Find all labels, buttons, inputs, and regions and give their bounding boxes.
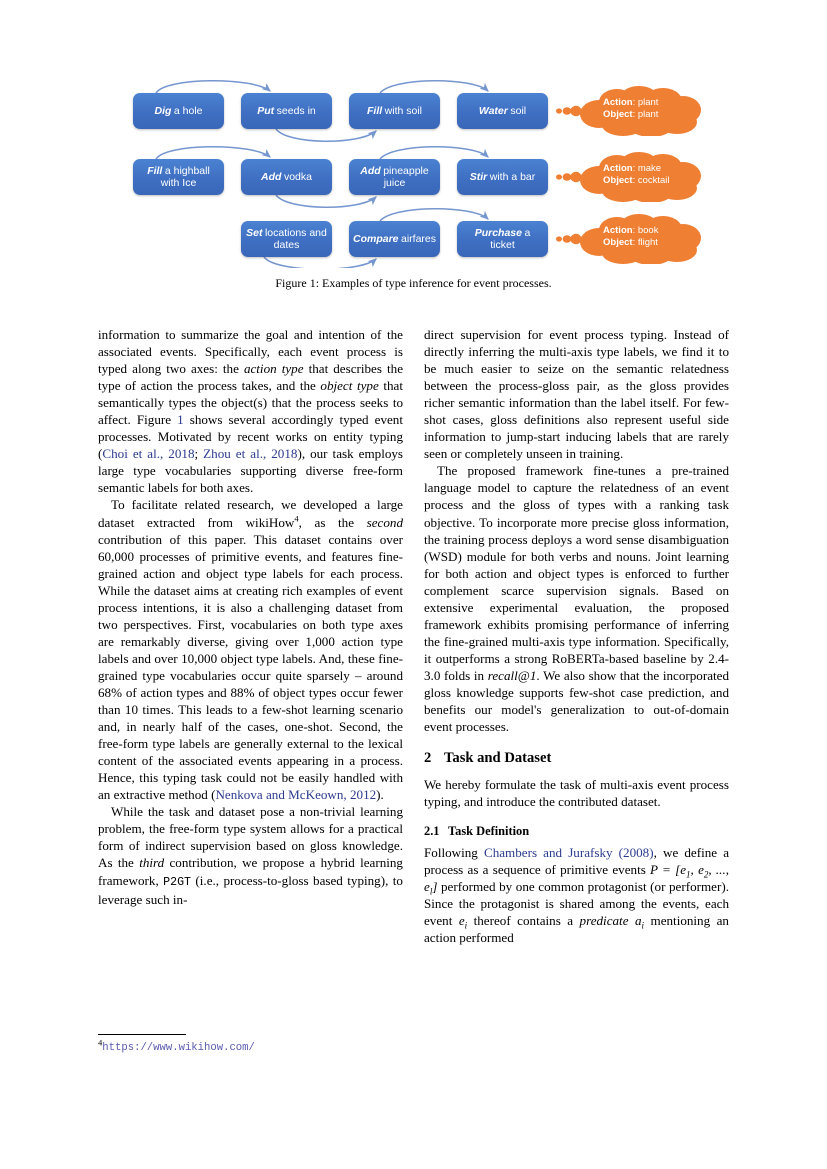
object-value: cocktail bbox=[637, 175, 670, 187]
text-run: To facilitate related research, we developed a large dataset extracted from wikiHow bbox=[98, 497, 403, 530]
event-box bbox=[241, 221, 332, 257]
paragraph bbox=[424, 462, 729, 735]
event-box bbox=[457, 159, 548, 195]
citation-link[interactable]: Choi et al., 2018 bbox=[102, 446, 195, 462]
paragraph: We hereby formulate the task of multi-axis event process typing, and introduce the contributed dataset. bbox=[424, 777, 729, 810]
citation-link[interactable]: Nenkova and McKeown, 2012 bbox=[215, 787, 377, 803]
event-rest: with soil bbox=[384, 104, 423, 117]
cloud-text: Action: make Object: cocktail bbox=[603, 163, 670, 187]
event-verb: Set bbox=[246, 226, 263, 239]
math-predicate-i: $a_i$ bbox=[634, 913, 645, 932]
event-verb: Put bbox=[257, 104, 275, 117]
text-run: , as the bbox=[298, 514, 367, 530]
event-rest: vodka bbox=[283, 170, 312, 183]
figure-1 bbox=[98, 78, 729, 268]
footnote-marker[interactable]: 4 bbox=[294, 513, 299, 524]
event-rest: a ticket bbox=[490, 226, 531, 251]
paragraph: direct supervision for event process typing. Instead of directly inferring the multi-axis type labels, we find it to be much easier to seize on the semantic relatedness between the process-gloss pair, as the gloss provides richer semantic information than the label itself. For few-shot cases, gloss definitions also represent useful side information to jump-start inducing labels that are rarely seen or completely unseen in training. bbox=[424, 327, 729, 462]
body-column-left bbox=[98, 326, 403, 908]
emphasis-predicate: predicate bbox=[579, 913, 629, 929]
event-rest: seeds in bbox=[276, 104, 316, 117]
text-run: contribution, we propose a hybrid learning framework, bbox=[98, 855, 403, 888]
text-run: ), our task employs large type vocabularies supporting diverse free-form semantic labels for both axes. bbox=[98, 446, 404, 496]
action-value: plant bbox=[637, 97, 659, 108]
event-rest: airfares bbox=[401, 232, 437, 245]
math-process-sequence: $P = [e_1$, $e_2$, ..., $e_l$] bbox=[424, 862, 730, 897]
text-run: that describes the type of action the process takes, and the bbox=[98, 361, 404, 394]
object-value: flight bbox=[637, 237, 658, 249]
cloud-text: Action: plant Object: plant bbox=[603, 97, 659, 121]
framework-name: P2GT bbox=[163, 875, 191, 889]
footnote-text bbox=[98, 1037, 403, 1055]
event-rest: with a bar bbox=[489, 170, 536, 183]
text-run: (i.e., process-to-gloss based typing), to leverage such in- bbox=[98, 872, 403, 907]
text-run: , we define a process as a sequence of primitive events bbox=[424, 845, 730, 878]
emphasis-object-type: object type bbox=[320, 378, 379, 394]
event-box bbox=[457, 93, 548, 129]
text-run: thereof contains a bbox=[467, 913, 580, 929]
cloud-text: Action: book Object: flight bbox=[603, 225, 659, 249]
event-rest: a highball with Ice bbox=[160, 164, 210, 189]
body-column-right bbox=[424, 326, 729, 947]
action-label: Action bbox=[603, 163, 633, 174]
type-cloud bbox=[577, 214, 705, 264]
event-box bbox=[457, 221, 548, 257]
text-run: that semantically types the object(s) that the process seeks to affect. Figure bbox=[98, 378, 403, 428]
text-run: performed by one common protagonist (or performer). Since the protagonist is shared among the events, each event bbox=[424, 879, 729, 929]
footnote-number: 4 bbox=[98, 1037, 103, 1048]
paragraph bbox=[424, 844, 729, 946]
event-verb: Water bbox=[478, 104, 508, 117]
text-run: ; bbox=[194, 446, 204, 462]
citation-link[interactable]: Chambers and Jurafsky (2008) bbox=[483, 845, 654, 861]
event-box bbox=[349, 159, 440, 195]
event-box bbox=[133, 93, 224, 129]
text-run: The proposed framework fine-tunes a pre-trained language model to capture the relatedness of an event process and the gloss of types with a ranking task objective. To incorporate more precise gloss information, the training process deploys a word sense disambiguation (WSD) module for both verbs and nouns. Joint learning for both action and object types is enforced to further complement scarce supervision signals. Based on extensive experimental evaluation, the proposed framework exhibits promising performance of inferring the fine-grained multi-axis type information. Specifically, it outperforms a strong RoBERTa-based baseline by 2.4-3.0 folds in bbox=[424, 463, 729, 683]
text-run: contribution of this paper. This dataset contains over 60,000 processes of primitive events, and features fine-grained action and object type labels for each process. While the dataset aims at creating rich examples of event process intentions, it is also a challenging dataset from two perspectives. First, vocabularies on both type axes are remarkably diverse, giving over 1,000 action type labels and over 10,000 object type labels. And, these fine-grained type vocabularies occur quite sparsely – around 68% of action types and 88% of object types occur fewer than 10 times. This leads to a few-shot learning scenario and, in nearly half of the cases, one-shot. Second, the free-form type labels are generally external to the lexical content of the associated events appearing in a process. Hence, this typing task could not be easily handled with an extractive method ( bbox=[98, 531, 403, 803]
event-rest: locations and dates bbox=[264, 226, 327, 251]
figure-reference-link[interactable]: 1 bbox=[177, 412, 184, 428]
subsection-heading-2-1 bbox=[424, 823, 729, 839]
event-rest: a hole bbox=[173, 104, 203, 117]
footnote-block bbox=[98, 1034, 403, 1055]
action-label: Action bbox=[603, 225, 633, 236]
object-label: Object bbox=[603, 237, 633, 249]
text-run: . We also show that the incorporated gloss knowledge supports few-shot case prediction, and benefits our model's generalization to out-of-domain event processes. bbox=[424, 667, 729, 735]
action-value: make bbox=[637, 163, 662, 174]
event-rest: pineapple juice bbox=[383, 164, 429, 189]
event-verb: Stir bbox=[469, 170, 488, 183]
event-verb: Fill bbox=[147, 164, 163, 177]
text-run: information to summarize the goal and intention of the associated events. Specifically, each event process is typed along two axes: the bbox=[98, 327, 403, 377]
event-verb: Fill bbox=[366, 104, 383, 117]
event-verb: Purchase bbox=[474, 226, 522, 239]
section-number: 2 bbox=[424, 750, 432, 767]
emphasis-action-type: action type bbox=[243, 361, 304, 377]
event-box bbox=[241, 93, 332, 129]
type-cloud bbox=[577, 86, 705, 136]
paragraph bbox=[98, 496, 403, 803]
section-heading-2 bbox=[424, 749, 729, 767]
event-box bbox=[349, 93, 440, 129]
event-verb: Dig bbox=[154, 104, 172, 117]
event-rest: soil bbox=[510, 104, 527, 117]
object-label: Object bbox=[603, 109, 633, 121]
event-box bbox=[349, 221, 440, 257]
citation-link[interactable]: Zhou et al., 2018 bbox=[203, 446, 298, 462]
text-run: While the task and dataset pose a non-trivial learning problem, the free-form type system allows for a practical form of indirect supervision based on gloss knowledge. As the bbox=[98, 804, 403, 871]
event-box bbox=[241, 159, 332, 195]
event-verb: Add bbox=[261, 170, 282, 183]
action-value: book bbox=[637, 225, 659, 236]
emphasis-recall-at-1: recall@1 bbox=[487, 667, 537, 683]
object-label: Object bbox=[603, 175, 633, 187]
event-box bbox=[133, 159, 224, 195]
text-run: mentioning an action performed bbox=[424, 913, 729, 946]
footnote-url-link[interactable]: https://www.wikihow.com/ bbox=[102, 1042, 255, 1054]
emphasis-second: second bbox=[366, 514, 404, 530]
type-cloud bbox=[577, 152, 705, 202]
subsection-number: 2.1 bbox=[424, 824, 440, 839]
figure-nodes bbox=[98, 78, 729, 268]
figure-caption: Figure 1: Examples of type inference for event processes. bbox=[275, 276, 552, 290]
text-run: ). bbox=[376, 787, 384, 803]
math-event-i: $e_i$ bbox=[458, 913, 468, 932]
paragraph bbox=[98, 326, 403, 496]
action-label: Action bbox=[603, 97, 633, 108]
paragraph bbox=[98, 803, 403, 907]
text-run: Following bbox=[424, 845, 484, 861]
event-verb: Compare bbox=[352, 232, 399, 245]
text-run: shows several accordingly typed event processes. Motivated by recent works on entity typing ( bbox=[98, 412, 403, 462]
event-verb: Add bbox=[360, 164, 381, 177]
subsection-title: Task Definition bbox=[448, 824, 530, 839]
emphasis-third: third bbox=[139, 855, 165, 871]
section-title: Task and Dataset bbox=[444, 750, 552, 767]
object-value: plant bbox=[637, 109, 659, 121]
footnote-rule bbox=[98, 1034, 186, 1035]
